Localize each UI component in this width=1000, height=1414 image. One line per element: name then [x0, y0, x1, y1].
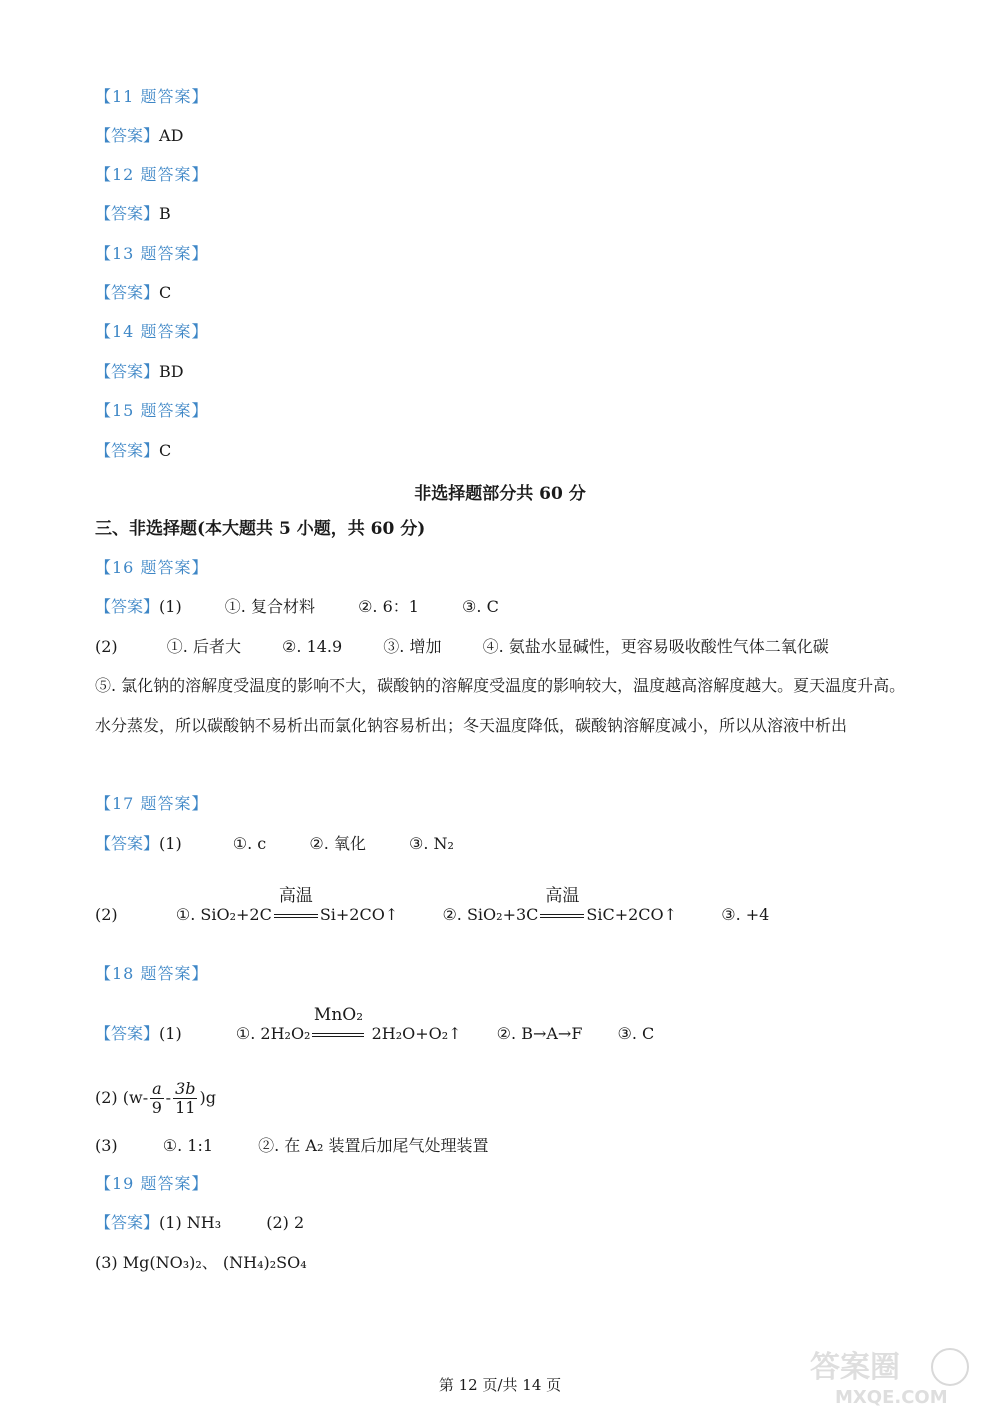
- reaction-condition: [540, 885, 584, 927]
- q16-p2-item2: ②. 14.9: [282, 637, 343, 656]
- denominator: 9: [151, 1098, 162, 1117]
- q18-part3: [95, 1135, 488, 1157]
- svg-text:答案圈: 答案圈: [810, 1350, 900, 1385]
- answer-label: 【答案】: [95, 362, 160, 381]
- q18-eq-right: 2H₂O+O₂↑: [371, 1024, 462, 1043]
- q16-p1-item2: ②. 6：1: [358, 597, 419, 616]
- minus-sign: -: [165, 1088, 172, 1107]
- part-heading: 非选择题部分共 60 分: [414, 484, 586, 504]
- answer-label: 【答案】: [95, 1024, 160, 1043]
- q18-eq-left: ①. 2H₂O₂: [235, 1024, 311, 1043]
- page-number: 第 12 页/共 14 页: [438, 1376, 562, 1394]
- q17-eq2-right: SiC+2CO↑: [586, 905, 678, 924]
- q14-answer: [95, 361, 184, 383]
- q19-label: 【19 题答案】: [95, 1174, 209, 1193]
- part-number: (2): [95, 1088, 118, 1107]
- q17-label: 【17 题答案】: [95, 794, 209, 813]
- q16-p2-item4: ④. 氨盐水显碱性，更容易吸收酸性气体二氧化碳: [482, 637, 829, 656]
- condition-label: 高温: [545, 885, 580, 906]
- expr-start: (w-: [122, 1088, 149, 1107]
- q18-label: 【18 题答案】: [95, 964, 209, 983]
- numerator: 3b: [175, 1079, 196, 1098]
- watermark-logo: [805, 1345, 980, 1407]
- q17-p2-item3: ③. +4: [721, 905, 770, 924]
- part-number: (2): [95, 637, 118, 656]
- part-number: (2): [95, 905, 118, 924]
- answer-label: 【答案】: [95, 204, 160, 223]
- part-number: (1): [159, 1024, 182, 1043]
- q16-p2-item1: ①. 后者大: [166, 637, 241, 656]
- answer-label: 【答案】: [95, 597, 160, 616]
- q14-label: 【14 题答案】: [95, 322, 209, 341]
- q18-part2: [95, 1078, 216, 1118]
- answer-label: 【答案】: [95, 283, 160, 302]
- q12-answer: [95, 203, 171, 225]
- fraction-a-over-9: [150, 1080, 164, 1117]
- q16-part2: [95, 636, 829, 658]
- q17-p1-item2: ②. 氧化: [309, 834, 366, 853]
- condition-label: MnO₂: [313, 1004, 364, 1025]
- numerator: a: [152, 1079, 162, 1098]
- part-number: (1): [159, 834, 182, 853]
- answer-value: AD: [159, 126, 184, 145]
- answer-label: 【答案】: [95, 1213, 160, 1232]
- q16-p1-item3: ③. C: [462, 597, 499, 616]
- svg-text:MXQE.COM: MXQE.COM: [835, 1387, 948, 1407]
- q15-label: 【15 题答案】: [95, 401, 209, 420]
- answer-value: C: [159, 441, 172, 460]
- q16-part1: [95, 596, 499, 618]
- q17-eq1-left: ①. SiO₂+2C: [175, 905, 272, 924]
- answer-label: 【答案】: [95, 834, 160, 853]
- q11-label: 【11 题答案】: [95, 87, 209, 106]
- q16-label: 【16 题答案】: [95, 558, 209, 577]
- q13-label: 【13 题答案】: [95, 244, 209, 263]
- q16-p2-item3: ③. 增加: [383, 637, 442, 656]
- q17-eq1-right: Si+2CO↑: [319, 905, 399, 924]
- q18-p3-item2: ②. 在 A₂ 装置后加尾气处理装置: [258, 1136, 489, 1155]
- q19-part3: (3) Mg(NO₃)₂、 (NH₄)₂SO₄: [95, 1253, 307, 1272]
- q19-p1: (1) NH₃: [159, 1213, 222, 1232]
- section-heading: 三、非选择题(本大题共 5 小题，共 60 分): [95, 519, 426, 539]
- reaction-condition: [312, 1004, 364, 1046]
- q18-p3-item1: ①. 1:1: [162, 1136, 214, 1155]
- part-number: (1): [159, 597, 182, 616]
- condition-label: 高温: [278, 885, 313, 906]
- q18-p1-item3: ③. C: [617, 1024, 655, 1043]
- q17-part2: [95, 885, 770, 927]
- q18-part1: [95, 1004, 655, 1046]
- q12-label: 【12 题答案】: [95, 165, 209, 184]
- expr-end: )g: [199, 1088, 216, 1107]
- fraction-3b-over-11: [173, 1080, 197, 1117]
- q16-p2-item5: ⑤. 氯化钠的溶解度受温度的影响不大，碳酸钠的溶解度受温度的影响较大，温度越高溶解度越大。夏天温度升高。水分蒸发，所以碳酸钠不易析出而氯化钠容易析出；冬天温度降低，碳酸钠溶解度减小，所以从溶液中析出: [95, 676, 906, 735]
- answer-value: BD: [159, 362, 184, 381]
- answer-value: C: [159, 283, 172, 302]
- q18-p1-item2: ②. B→A→F: [496, 1024, 583, 1043]
- answer-label: 【答案】: [95, 126, 160, 145]
- q17-p1-item3: ③. N₂: [408, 834, 454, 853]
- denominator: 11: [175, 1098, 196, 1117]
- q17-part1: [95, 833, 454, 855]
- q17-eq2-left: ②. SiO₂+3C: [442, 905, 539, 924]
- answer-value: B: [159, 204, 171, 223]
- q11-answer: [95, 125, 183, 147]
- answer-label: 【答案】: [95, 441, 160, 460]
- reaction-condition: [274, 885, 318, 927]
- q13-answer: [95, 282, 171, 304]
- q16-p1-item1: ①. 复合材料: [224, 597, 315, 616]
- part-number: (3): [95, 1136, 118, 1155]
- q17-p1-item1: ①. c: [232, 834, 267, 853]
- q19-part1-2: [95, 1212, 304, 1234]
- q19-p2: (2) 2: [266, 1213, 305, 1232]
- q15-answer: [95, 440, 171, 462]
